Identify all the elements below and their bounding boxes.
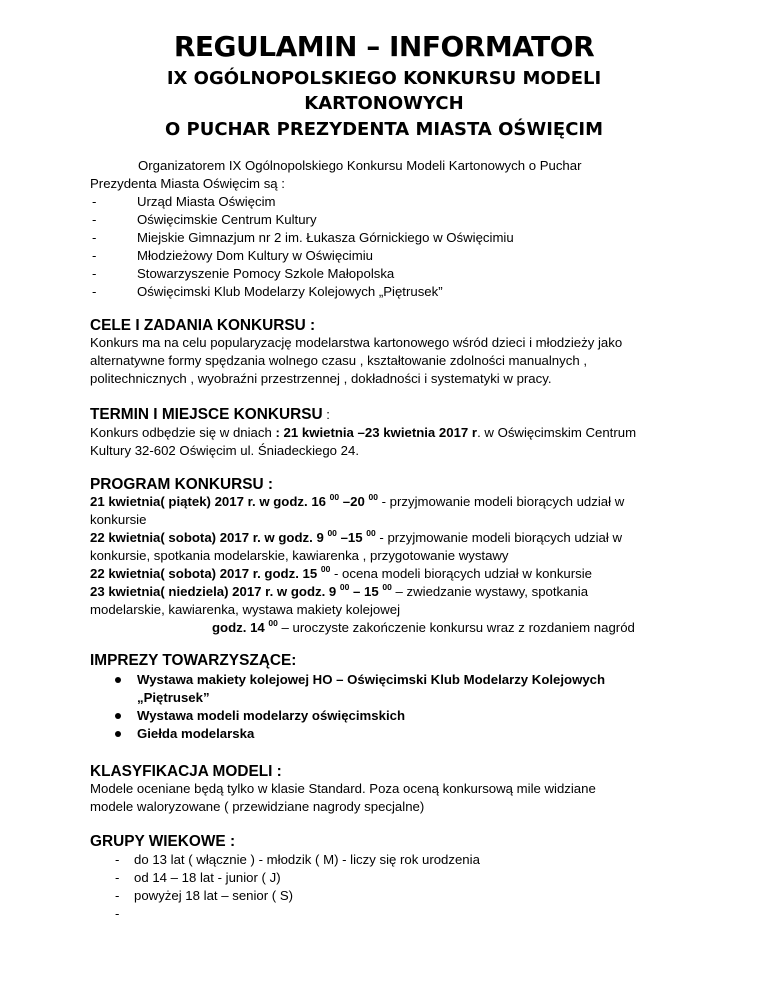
schedule-time: –15: [336, 530, 367, 545]
subtitle-line-1: IX OGÓLNOPOLSKIEGO KONKURSU MODELI: [166, 68, 602, 89]
schedule-row: [90, 529, 710, 547]
schedule-desc-cont: modelarskie, kawiarenka, wystawa makiety kolejowej: [90, 602, 401, 617]
list-item: [92, 265, 514, 283]
dash-marker: -: [92, 248, 97, 263]
organizer-name: Młodzieżowy Dom Kultury w Oświęcimiu: [137, 248, 373, 263]
schedule-time: –20: [339, 494, 369, 509]
program-schedule: [90, 493, 710, 637]
organizer-name: Miejskie Gimnazjum nr 2 im. Łukasza Górnickiego w Oświęcimiu: [137, 230, 514, 245]
schedule-time: godz. 14: [212, 620, 269, 635]
schedule-desc: – zwiedzanie wystawy, spotkania: [391, 584, 589, 599]
age-group: od 14 – 18 lat - junior ( J): [134, 870, 281, 885]
sup: 00: [382, 581, 392, 592]
organizers-list: [92, 193, 514, 301]
schedule-row: [90, 493, 710, 511]
schedule-desc-cont: konkursie, spotkania modelarskie, kawiarenka , przygotowanie wystawy: [90, 548, 509, 563]
list-item: [115, 905, 480, 923]
sup: 00: [320, 563, 331, 574]
schedule-desc: – uroczyste zakończenie konkursu wraz z rozdaniem nagród: [277, 620, 635, 635]
schedule-date: 21 kwietnia( piątek) 2017 r. w godz. 16: [90, 494, 330, 509]
schedule-desc: - przyjmowanie modeli biorących udział w: [375, 530, 622, 545]
schedule-date: 22 kwietnia( sobota) 2017 r. godz. 15: [90, 566, 321, 581]
sup: 00: [368, 491, 378, 502]
list-item: [92, 283, 514, 301]
text-line: Modele oceniane będą tylko w klasie Standard. Poza oceną konkursową mile widziane: [90, 781, 596, 796]
sup: 00: [339, 581, 350, 592]
organizer-name: Oświęcimski Klub Modelarzy Kolejowych „Piętrusek”: [137, 284, 443, 299]
schedule-date: 23 kwietnia( niedziela) 2017 r. w godz. 9: [90, 584, 340, 599]
termin-post: . w Oświęcimskim Centrum: [477, 425, 637, 440]
sup: 00: [329, 491, 340, 502]
klasyfikacja-paragraph: [90, 780, 700, 816]
document-title: REGULAMIN – INFORMATOR: [173, 30, 595, 63]
list-item: Wystawa makiety kolejowej HO – Oświęcimski Klub Modelarzy Kolejowych „Piętrusek”: [112, 671, 657, 707]
termin-dates: : 21 kwietnia –23 kwietnia 2017 r: [275, 425, 478, 440]
age-group: do 13 lat ( włącznie ) - młodzik ( M) - liczy się rok urodzenia: [134, 852, 480, 867]
text-line: Konkurs ma na celu popularyzację modelarstwa kartonowego wśród dzieci i młodzieży jako: [90, 335, 623, 350]
organizer-name: Stowarzyszenie Pomocy Szkole Małopolska: [137, 266, 395, 281]
sup: 00: [327, 527, 337, 538]
cele-heading: CELE I ZADANIA KONKURSU :: [90, 317, 316, 334]
organizers-intro-line1: Organizatorem IX Ogólnopolskiego Konkursu Modeli Kartonowych o Puchar: [138, 158, 582, 173]
schedule-desc: - ocena modeli biorących udział w konkursie: [330, 566, 593, 581]
schedule-desc-cont: konkursie: [90, 512, 147, 527]
list-item: [92, 211, 514, 229]
text-line: Kultury 32-602 Oświęcim ul. Śniadeckiego 24.: [90, 443, 360, 458]
schedule-time: – 15: [349, 584, 383, 599]
text-line: [90, 424, 700, 442]
schedule-row: [90, 619, 710, 637]
list-item: Giełda modelarska: [112, 725, 657, 743]
organizer-name: Urząd Miasta Oświęcim: [137, 194, 276, 209]
dash-marker: -: [115, 888, 120, 903]
organizers-intro-line2: Prezydenta Miasta Oświęcim są :: [90, 176, 285, 191]
list-item: [115, 887, 480, 905]
termin-heading-text: TERMIN I MIEJSCE KONKURSU: [90, 406, 323, 423]
program-heading: PROGRAM KONKURSU :: [90, 476, 273, 493]
dash-marker: -: [115, 870, 120, 885]
imprezy-heading: IMPREZY TOWARZYSZĄCE:: [90, 652, 297, 669]
list-item: [92, 247, 514, 265]
dash-marker: -: [92, 284, 97, 299]
schedule-desc: - przyjmowanie modeli biorących udział w: [377, 494, 625, 509]
grupy-heading: GRUPY WIEKOWE :: [90, 833, 236, 850]
imprezy-list: [112, 671, 657, 743]
cele-paragraph: [90, 334, 700, 388]
termin-pre: Konkurs odbędzie się w dniach: [90, 425, 276, 440]
age-group: powyżej 18 lat – senior ( S): [134, 888, 294, 903]
schedule-row: [90, 565, 710, 583]
dash-marker: -: [92, 266, 97, 281]
termin-heading-colon: :: [322, 407, 330, 422]
list-item: [92, 229, 514, 247]
organizers-intro: [90, 157, 700, 193]
text-line: alternatywne formy spędzania wolnego czasu , kształtowanie zdolności manualnych ,: [90, 353, 587, 368]
list-item: [92, 193, 514, 211]
schedule-date: 22 kwietnia( sobota) 2017 r. w godz. 9: [90, 530, 328, 545]
subtitle-line-3: O PUCHAR PREZYDENTA MIASTA OŚWIĘCIM: [164, 119, 604, 140]
klasyfikacja-heading: KLASYFIKACJA MODELI :: [90, 763, 282, 780]
dash-marker: -: [115, 852, 120, 867]
sup: 00: [366, 527, 376, 538]
dash-marker: -: [115, 906, 120, 921]
sup: 00: [268, 617, 278, 628]
schedule-row: [90, 583, 710, 601]
organizer-name: Oświęcimskie Centrum Kultury: [137, 212, 317, 227]
text-line: modele waloryzowane ( przewidziane nagrody specjalne): [90, 799, 425, 814]
subtitle-line-2: KARTONOWYCH: [304, 93, 464, 114]
list-item: Wystawa modeli modelarzy oświęcimskich: [112, 707, 657, 725]
list-item: [115, 851, 480, 869]
dash-marker: -: [92, 194, 97, 209]
dash-marker: -: [92, 230, 97, 245]
text-line: politechnicznych , wyobraźni przestrzennej , dokładności i systematyki w pracy.: [90, 371, 552, 386]
list-item: [115, 869, 480, 887]
age-groups-list: [115, 851, 480, 923]
dash-marker: -: [92, 212, 97, 227]
termin-heading: [90, 405, 330, 425]
termin-paragraph: [90, 424, 700, 460]
